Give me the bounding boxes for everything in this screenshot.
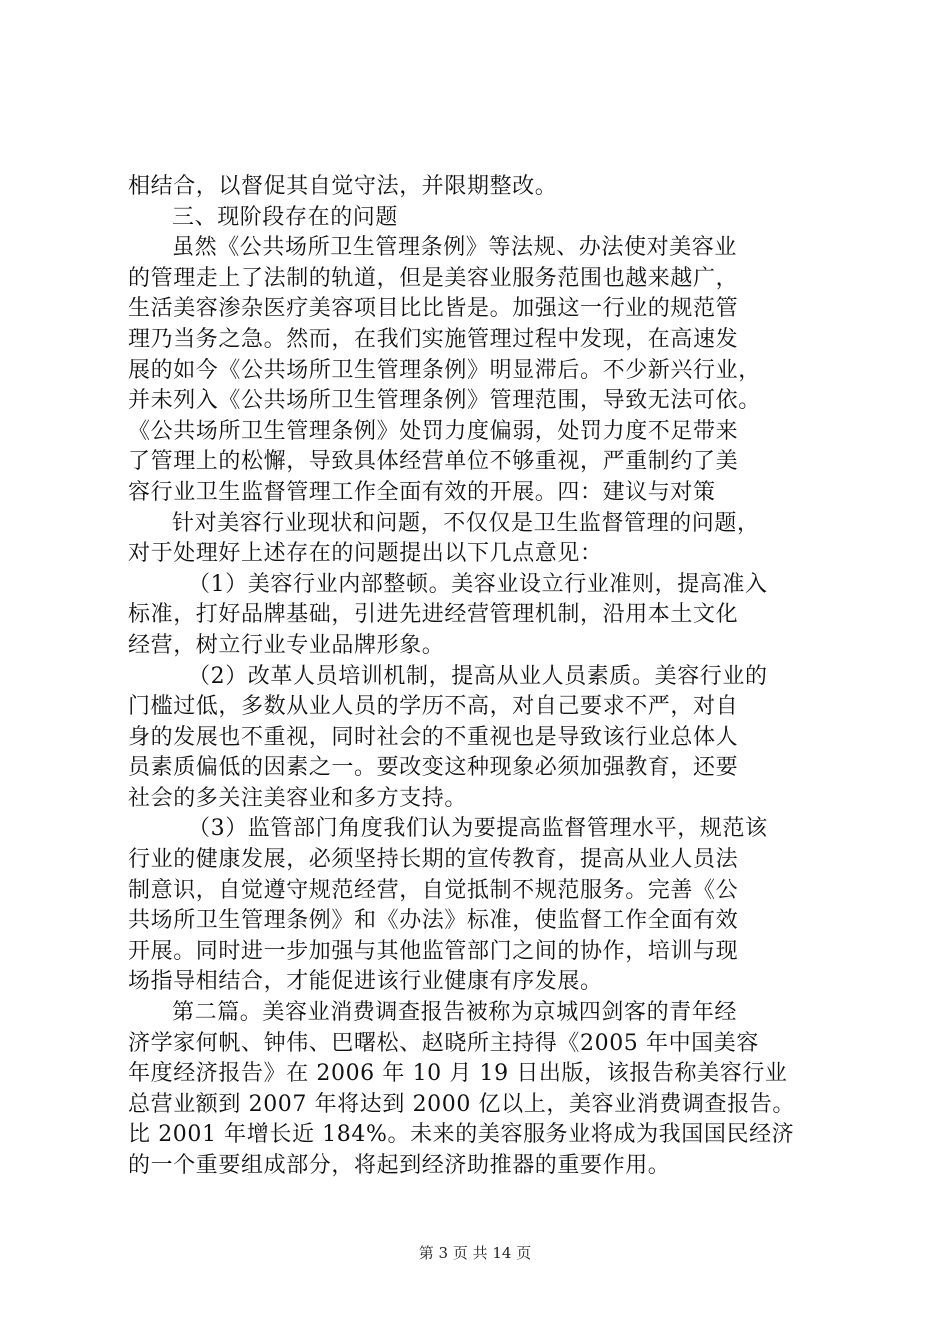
body-line: 年度经济报告》在 2006 年 10 月 19 日出版，该报告称美容行业 <box>128 1061 788 1087</box>
body-line: 场指导相结合，才能促进该行业健康有序发展。 <box>128 969 603 995</box>
body-line: 总营业额到 2007 年将达到 2000 亿以上，美容业消费调查报告。 <box>128 1091 795 1117</box>
body-line: 展的如今《公共场所卫生管理条例》明显滞后。不少新兴行业， <box>128 357 761 383</box>
body-line: 生活美容渗杂医疗美容项目比比皆是。加强这一行业的规范管 <box>128 296 739 322</box>
body-line: 门槛过低，多数从业人员的学历不高，对自己要求不严，对自 <box>128 694 739 720</box>
body-line: 对于处理好上述存在的问题提出以下几点意见： <box>128 541 603 567</box>
body-line: 容行业卫生监督管理工作全面有效的开展。四：建议与对策 <box>128 479 716 505</box>
body-line: 的一个重要组成部分，将起到经济助推器的重要作用。 <box>128 1153 671 1178</box>
paragraph-start-line: 第二篇。美容业消费调查报告被称为京城四剑客的青年经 <box>172 1000 738 1026</box>
body-line: 社会的多关注美容业和多方支持。 <box>128 785 468 811</box>
body-line: 身的发展也不重视，同时社会的不重视也是导致该行业总体人 <box>128 724 739 750</box>
body-line: 经营，树立行业专业品牌形象。 <box>128 632 445 658</box>
body-line: 共场所卫生管理条例》和《办法》标准，使监督工作全面有效 <box>128 908 739 934</box>
body-line: 比 2001 年增长近 184%。未来的美容服务业将成为我国国民经济 <box>128 1122 795 1148</box>
body-line: 的管理走上了法制的轨道，但是美容业服务范围也越来越广， <box>128 265 739 291</box>
section-heading: 三、现阶段存在的问题 <box>172 204 399 230</box>
body-line: 行业的健康发展，必须坚持长期的宣传教育，提高从业人员法 <box>128 847 739 873</box>
body-line: 标准，打好品牌基础，引进先进经营管理机制，沿用本土文化 <box>128 602 739 628</box>
body-line: 相结合，以督促其自觉守法，并限期整改。 <box>128 174 558 199</box>
body-line: 制意识，自觉遵守规范经营，自觉抵制不规范服务。完善《公 <box>128 877 739 903</box>
body-line: 员素质偏低的因素之一。要改变这种现象必须加强教育，还要 <box>128 755 739 781</box>
body-line: 理乃当务之急。然而，在我们实施管理过程中发现，在高速发 <box>128 326 739 352</box>
paragraph-start-line: 虽然《公共场所卫生管理条例》等法规、办法使对美容业 <box>172 235 738 261</box>
list-item-line: （3）监管部门角度我们认为要提高监督管理水平，规范该 <box>188 816 768 842</box>
body-line: 开展。同时进一步加强与其他监管部门之间的协作，培训与现 <box>128 938 739 964</box>
document-body <box>128 172 828 1182</box>
list-item-line: （1）美容行业内部整顿。美容业设立行业准则，提高准入 <box>188 571 768 597</box>
body-line: 济学家何帆、钟伟、巴曙松、赵晓所主持得《2005 年中国美容 <box>128 1030 759 1056</box>
body-line: 并未列入《公共场所卫生管理条例》管理范围，导致无法可依。 <box>128 388 761 414</box>
body-line: 《公共场所卫生管理条例》处罚力度偏弱，处罚力度不足带来 <box>128 418 739 444</box>
page-number-footer: 第 3 页 共 14 页 <box>418 1244 532 1262</box>
list-item-line: （2）改革人员培训机制，提高从业人员素质。美容行业的 <box>188 663 768 689</box>
body-line: 了管理上的松懈，导致具体经营单位不够重视，严重制约了美 <box>128 449 739 475</box>
paragraph-start-line: 针对美容行业现状和问题，不仅仅是卫生监督管理的问题， <box>172 510 760 536</box>
